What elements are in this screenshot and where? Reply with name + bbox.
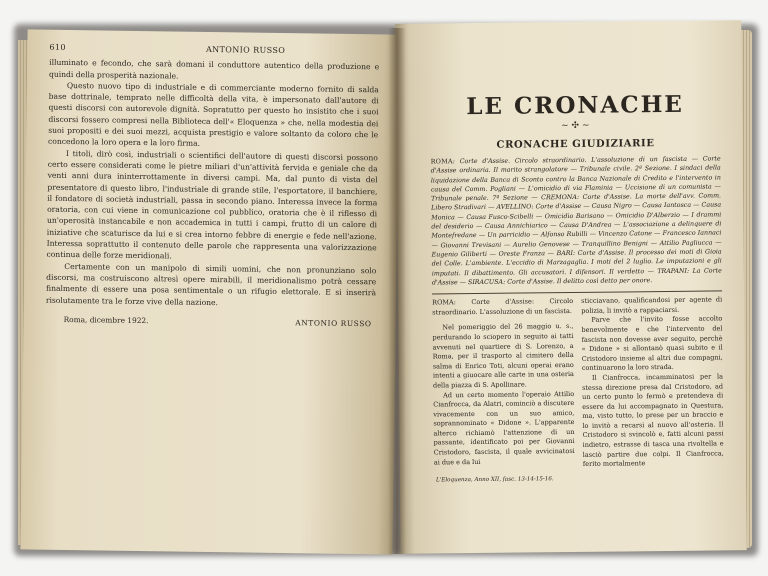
column-left — [432, 297, 575, 471]
paragraph-4: Certamente con un manipolo di simili uomini, che non pronunziano solo discorsi, ma costruiscono altresì opere mirabili, il meridionalismo potrà cessare finalmente di essere una posa sentimentale o un rifugio elettorale. E si inserirà risolutamente tra le forze vive della nazione. — [45, 261, 377, 307]
summary-lead: ROMA — [430, 158, 453, 166]
article-para-4: Parve che l'invito fosse accolto benevolmente e che l'intervento del fascista non dovesse aver seguito, perchè « Didone » si allontanò quasi subito e il Cristodoro insieme al altri due compagni, continuarono la loro strada. — [581, 314, 723, 373]
paragraph-1: illuminato e fecondo, che sarà domani il conduttore autentico della produzione e quindi della prosperità nazionale. — [48, 58, 380, 81]
section-title: LE CRONACHE — [466, 90, 685, 121]
left-running-head — [49, 42, 379, 58]
left-page — [20, 29, 399, 554]
article-para-3: sticciavano, qualificandosi per agente di polizia, li invitò a rappaciarsi. — [581, 295, 723, 315]
column-right — [581, 296, 724, 470]
paragraph-2: Questo nuovo tipo di industriale e di commerciante moderno fornito di salda base dottrinale, temprato nelle difficoltà della vita, è impersonato dall'autore di questi discorsi con autorevole dignità. Sopratutto per questo ho insistito che i suoi discorsi fossero compresi nella Biblioteca dell'« Eloquenza » che, nella modestia dei suoi propositi e dei suoi mezzi, acquista prestigio e valore soltanto da coloro che le concedono la loro opera e la loro firma. — [48, 80, 379, 149]
article-para-5: Il Cianfrocca, incamminatosi per la stessa direzione presa dal Cristodoro, ad un certo punto lo fermò e pretendeva di essere da lui accompagnato in Questura, ma, visto tutto, lo prese per un braccio e lo invitò a recarsi al nuovo all'osteria. Il Cristodoro si svincolò e, fatti alcuni passi indietro, estrasse di tasca una rivoltella e lasciò partire due colpi. Il Cianfrocca, ferito mortalmente — [582, 372, 724, 469]
running-head-author: ANTONIO RUSSO — [205, 44, 286, 56]
section-subtitle: CRONACHE GIUDIZIARIE — [496, 138, 655, 151]
dateline: Roma, dicembre 1922. — [63, 314, 149, 325]
right-page-content — [430, 90, 724, 483]
right-page — [395, 20, 747, 554]
signature: ANTONIO RUSSO — [295, 318, 372, 329]
paragraph-3: I titoli, dirò così, industriali o scientifici dell'autore di questi discorsi possono certo essere considerati come le pietre miliari d'un'attività fervida e geniale che da venti anni dura ininterrottamente in diversi campi. Ma, dal punto di vista del presentatore di questo libro, l'industriale di grande stile, l'esportatore, il banchiere, il fondatore di società industriali, passa in secondo piano. Interessa invece la forma oratoria, con cui viene in comunicazione col pubblico, oratoria che è il riflesso di un'operosità instancabile e non accademica in tutti i campi, frutto di un calore di iniziative che scaturisce da lui e si crea intorno febbre di energie e fede nell'azione. Interessa soprattutto il contenuto delle parole che rappresenta una valorizzazione continua delle forze meridionali. — [46, 148, 378, 261]
article-para-2: Ad un certo momento l'operaio Attilio Cianfrocca, da Alatri, cominciò a discutere vivacemente con un suo amico, soprannominato « Didone ». L'apparente alterco richiamò l'attenzione di un passante, identificato poi per Giovanni Cristodoro, fascista, il quale avvicinatosi ai due e da lui — [433, 389, 575, 467]
summary-text: : Corte d'Assise. Circolo straordinario. L'assoluzione di un fascista — Corte d'Assise ordinaria. Il marito strangolatore — Tribunale civile. 2ª Sezione. I sindaci della liquidazione della Banca di Sconto contro la Banca Nazionale di Credito e l'intervento in causa del Comm. Pogliani — L'omicidio di via Flaminia — Uccisione di un comunista — Tribunale penale. 7ª Sezione — CREMONA: Corte d'Assise. La morte dell'avv. Comm. Libero Stradivari — AVELLINO: Corte d'Assise — Causa Nigro — Causa Iantosca — Causa Monica — Causa Fusco-Scibelli — Omicidio Barisano — Omicidio D'Alberzio — I drammi del desiderio — Causa Annichiarico — Causa D'Andrea — L'associazione a delinquere di Montefredane — Un parricidio — Alfonso Rubilli — Vincenzo Catone — Francesco Iannaci — Giovanni Trevisani — Aurelio Genovese — Tranquillino Benigni — Attilio Pagliucca — Eugenio Giliberti — Oreste Franza — BARI: Corte d'Assise. Il processo dei moti di Gioia del Colle. L'ambiente. L'eccidio di Marzagaglia. I moti del 2 luglio. Le imputazioni e gli imputati. Il dibattimento. Gli accusatori. I difensori. Il verdetto — TRAPANI: La Corte d'Assise — SIRACUSA: Corte d'Assise. Il delitto così detto per onore. — [430, 155, 722, 287]
left-page-content — [46, 42, 380, 330]
dateline-row — [46, 314, 376, 330]
page-number: 610 — [49, 42, 66, 52]
article-columns — [432, 296, 724, 472]
divider — [432, 291, 722, 295]
contents-summary — [431, 154, 722, 287]
title-ornament: ~ ✣ ~ — [561, 120, 590, 132]
article-heading: ROMA: Corte d'Assise: Circolo straordinario. L'assoluzione di un fascista. — [432, 297, 574, 317]
page-footer: L'Eloquenza, Anno XII, fasc. 13-14-15-16. — [435, 476, 554, 484]
article-para-1: Nel pomeriggio del 26 maggio u. s., perdurando lo sciopero in seguito ai tatti avvenuti nel quartiere di S. Lorenzo, a Roma, per il trasporto al cimitero della salma di Enrico Toti, alcuni operai erano intenti a giuocare alle carte in una osteria della piazza di S. Apollinare. — [432, 322, 574, 390]
book-gutter — [388, 28, 406, 554]
